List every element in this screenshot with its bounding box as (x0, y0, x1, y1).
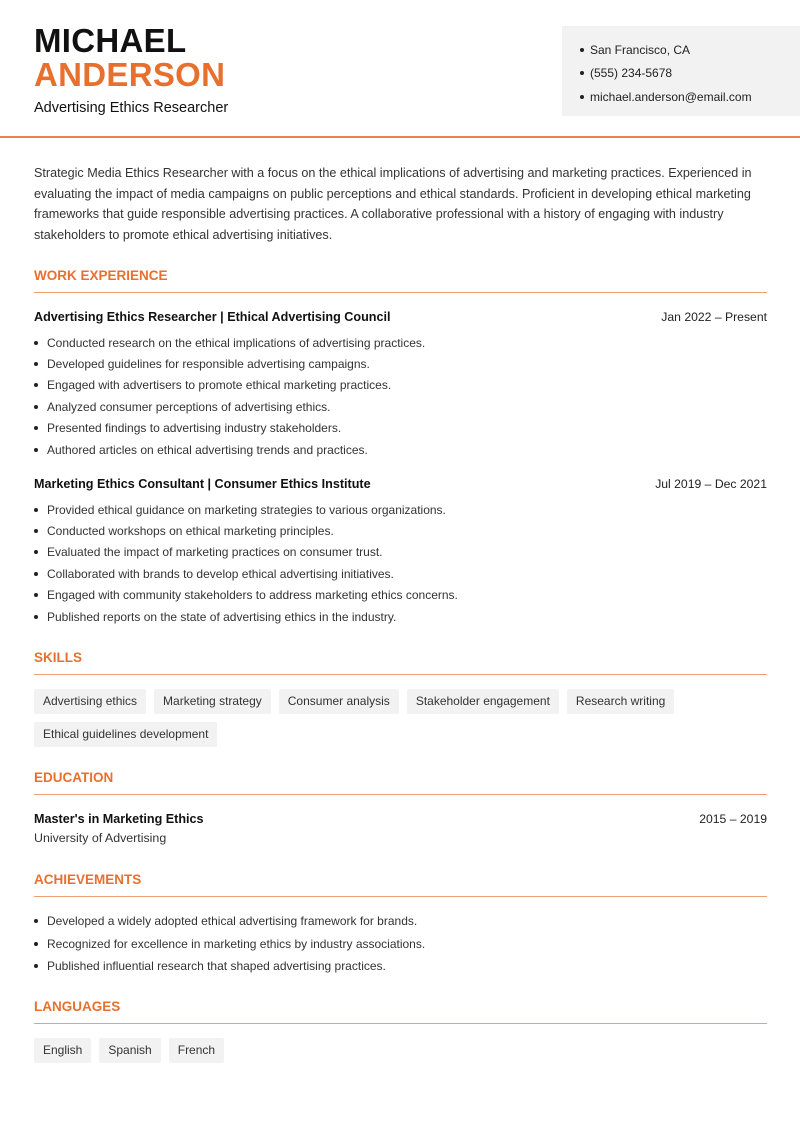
list-item-text: Engaged with community stakeholders to address marketing ethics concerns. (47, 588, 458, 603)
list-item (34, 418, 767, 439)
job-role: Marketing Ethics Consultant | Consumer Ethics Institute (34, 477, 371, 491)
list-item-text: Published influential research that shaped advertising practices. (47, 959, 386, 974)
section-title-achievements: ACHIEVEMENTS (34, 872, 767, 897)
bullet-icon (580, 48, 584, 52)
contact-email[interactable] (580, 85, 800, 109)
section-title-skills: SKILLS (34, 650, 767, 675)
list-item (34, 520, 767, 541)
email-link[interactable]: michael.anderson@email.com (590, 89, 752, 104)
bullet-icon (34, 529, 38, 533)
list-item-text: Collaborated with brands to develop ethical advertising initiatives. (47, 566, 394, 581)
degree: Master's in Marketing Ethics (34, 812, 204, 826)
list-item (34, 933, 767, 956)
bullet-icon (580, 95, 584, 99)
list-item-text: Evaluated the impact of marketing practices on consumer trust. (47, 545, 383, 560)
bullet-icon (34, 508, 38, 512)
bullet-icon (34, 615, 38, 619)
job-role: Advertising Ethics Researcher | Ethical Advertising Council (34, 310, 391, 324)
bullet-icon (34, 964, 38, 968)
contact-box (562, 26, 800, 116)
job-dates: Jul 2019 – Dec 2021 (655, 477, 767, 491)
language-chip: French (169, 1038, 224, 1063)
list-item-text: Developed guidelines for responsible advertising campaigns. (47, 357, 370, 372)
location-text: San Francisco, CA (590, 42, 691, 57)
skills-list (34, 689, 767, 747)
phone-text: (555) 234-5678 (590, 66, 673, 81)
bullet-icon (34, 572, 38, 576)
contact-phone (580, 62, 800, 86)
list-item (34, 353, 767, 374)
section-title-work: WORK EXPERIENCE (34, 268, 767, 293)
education-header (34, 812, 767, 826)
list-item-text: Conducted workshops on ethical marketing principles. (47, 524, 334, 539)
list-item (34, 499, 767, 520)
job-bullets (34, 499, 767, 627)
list-item-text: Authored articles on ethical advertising trends and practices. (47, 442, 368, 457)
skill-chip: Ethical guidelines development (34, 722, 217, 747)
list-item-text: Engaged with advertisers to promote ethical marketing practices. (47, 378, 392, 393)
contact-location (580, 38, 800, 62)
list-item (34, 606, 767, 627)
list-item-text: Conducted research on the ethical implications of advertising practices. (47, 335, 426, 350)
list-item (34, 563, 767, 584)
list-item-text: Presented findings to advertising industry stakeholders. (47, 421, 342, 436)
bullet-icon (34, 405, 38, 409)
skill-chip: Advertising ethics (34, 689, 146, 714)
bullet-icon (34, 341, 38, 345)
list-item (34, 585, 767, 606)
bullet-icon (34, 550, 38, 554)
job-title: Advertising Ethics Researcher (34, 100, 229, 116)
bullet-icon (34, 448, 38, 452)
list-item (34, 439, 767, 460)
list-item (34, 332, 767, 353)
skill-chip: Marketing strategy (154, 689, 271, 714)
bullet-icon (34, 362, 38, 366)
resume-header (0, 0, 800, 138)
bullet-icon (34, 942, 38, 946)
list-item (34, 542, 767, 563)
job-header (34, 310, 767, 324)
bullet-icon (34, 919, 38, 923)
job-header (34, 477, 767, 491)
skill-chip: Research writing (567, 689, 674, 714)
list-item (34, 396, 767, 417)
list-item-text: Developed a widely adopted ethical advertising framework for brands. (47, 914, 418, 929)
skill-chip: Consumer analysis (279, 689, 399, 714)
list-item-text: Provided ethical guidance on marketing strategies to various organizations. (47, 502, 446, 517)
first-name: MICHAEL (34, 22, 187, 59)
list-item-text: Published reports on the state of advertising ethics in the industry. (47, 609, 397, 624)
skill-chip: Stakeholder engagement (407, 689, 559, 714)
school-name: University of Advertising (34, 831, 167, 845)
job-dates: Jan 2022 – Present (661, 310, 767, 324)
summary-paragraph: Strategic Media Ethics Researcher with a focus on the ethical implications of advertising and marketing practices. Experienced in evaluating the impact of media campaigns on public perceptions and ethical standards. Proficient in developing ethical marketing frameworks that guide responsible advertising practices. A collaborative professional with a history of engaging with industry stakeholders to promote ethical advertising initiatives. (34, 166, 752, 242)
list-item-text: Recognized for excellence in marketing ethics by industry associations. (47, 936, 426, 951)
achievements-list (34, 910, 767, 978)
bullet-icon (34, 426, 38, 430)
bullet-icon (34, 383, 38, 387)
language-chip: English (34, 1038, 91, 1063)
bullet-icon (580, 71, 584, 75)
education-dates: 2015 – 2019 (699, 812, 767, 826)
bullet-icon (34, 593, 38, 597)
section-title-languages: LANGUAGES (34, 999, 767, 1024)
list-item (34, 375, 767, 396)
section-title-education: EDUCATION (34, 770, 767, 795)
languages-list (34, 1038, 767, 1063)
language-chip: Spanish (99, 1038, 160, 1063)
last-name: ANDERSON (34, 56, 226, 93)
job-bullets (34, 332, 767, 460)
list-item (34, 955, 767, 978)
list-item (34, 910, 767, 933)
list-item-text: Analyzed consumer perceptions of advertising ethics. (47, 399, 331, 414)
